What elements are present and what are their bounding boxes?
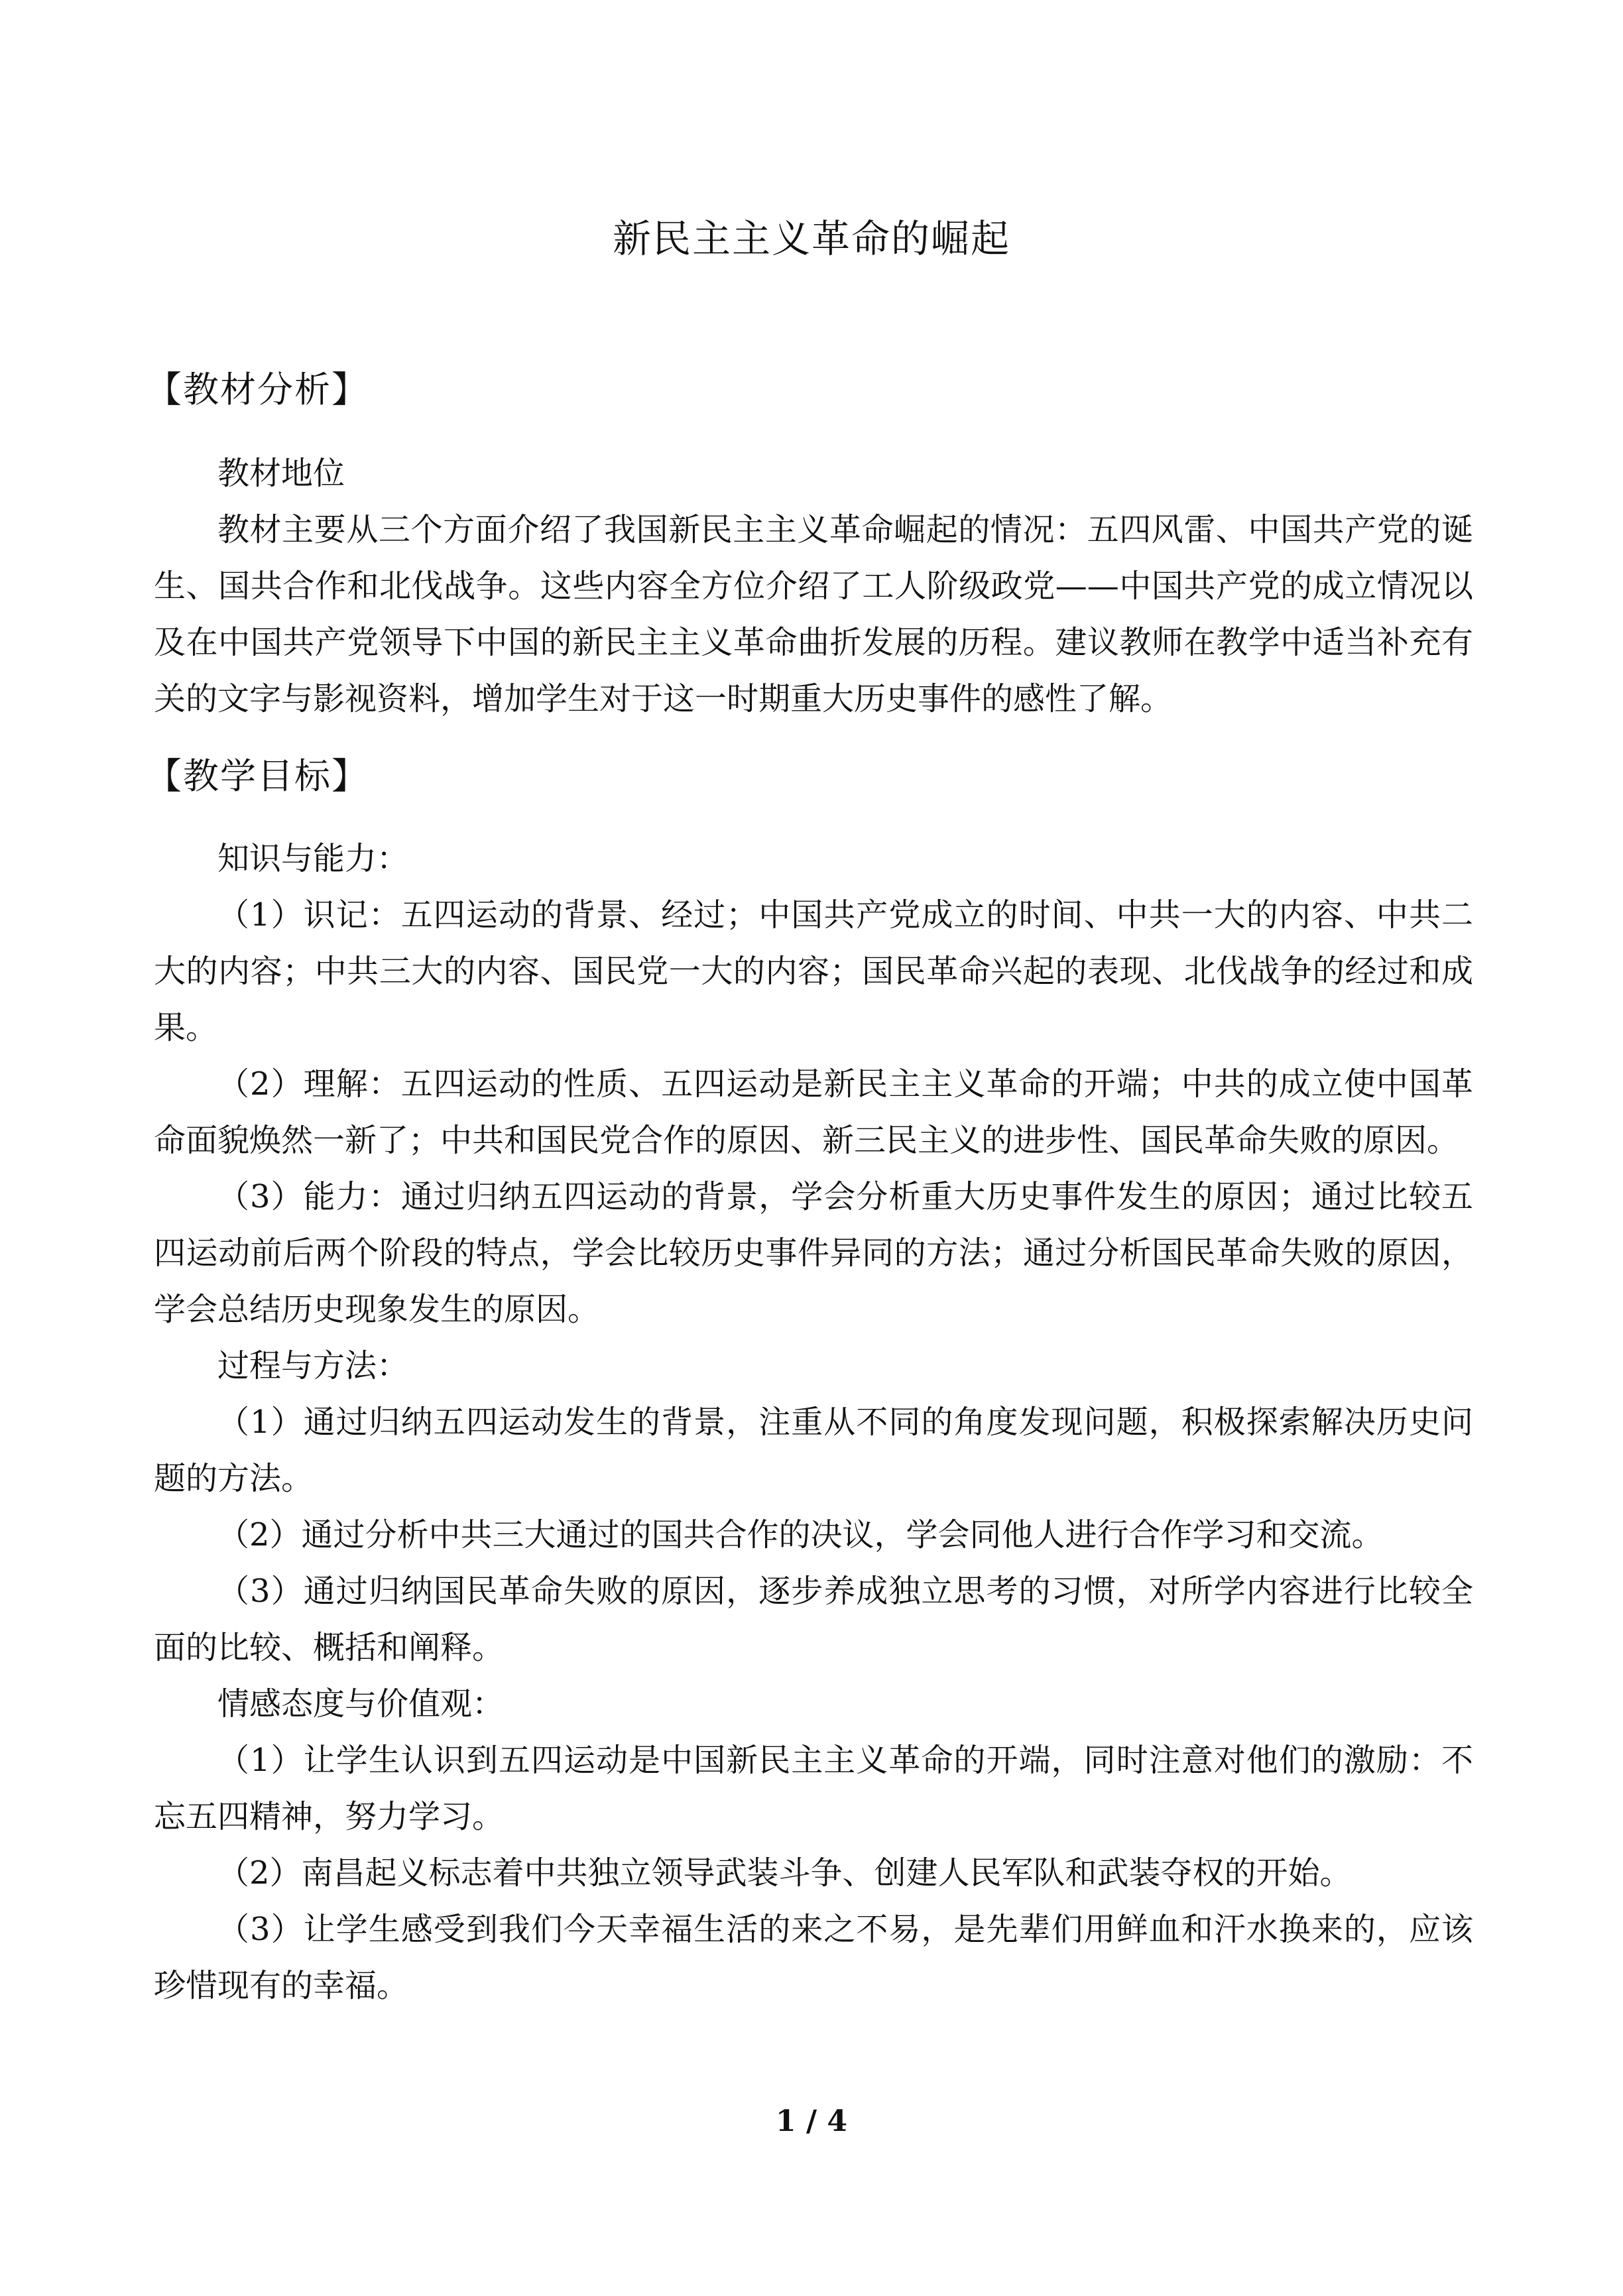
goal-item: （3）通过归纳国民革命失败的原因，逐步养成独立思考的习惯，对所学内容进行比较全面的比较、概括和阐释。 — [154, 1573, 1473, 1666]
group-label-knowledge: 知识与能力： — [217, 840, 409, 877]
goal-item: （2）理解：五四运动的性质、五四运动是新民主主义革命的开端；中共的成立使中国革命面貌焕然一新了；中共和国民党合作的原因、新三民主义的进步性、国民革命失败的原因。 — [154, 1065, 1473, 1159]
section-heading-textbook-analysis: 【教材分析】 — [146, 369, 369, 410]
goal-item: （2）南昌起义标志着中共独立领导武装斗争、创建人民军队和武装夺权的开始。 — [217, 1854, 1352, 1892]
goal-item: （3）让学生感受到我们今天幸福生活的来之不易，是先辈们用鲜血和汗水换来的，应该珍惜现有的幸福。 — [154, 1911, 1473, 2004]
goal-item: （3）能力：通过归纳五四运动的背景，学会分析重大历史事件发生的原因；通过比较五四运动前后两个阶段的特点，学会比较历史事件异同的方法；通过分析国民革命失败的原因，学会总结历史现象发生的原因。 — [154, 1178, 1473, 1328]
goal-item: （1）识记：五四运动的背景、经过；中国共产党成立的时间、中共一大的内容、中共二大的内容；中共三大的内容、国民党一大的内容；国民革命兴起的表现、北伐战争的经过和成果。 — [154, 896, 1473, 1046]
page-title: 新民主主义革命的崛起 — [612, 216, 1010, 261]
teaching-goals-body — [154, 831, 1473, 2014]
paragraph-textbook-analysis: 教材主要从三个方面介绍了我国新民主主义革命崛起的情况：五四风雷、中国共产党的诞生、国共合作和北伐战争。这些内容全方位介绍了工人阶级政党——中国共产党的成立情况以及在中国共产党领导下中国的新民主主义革命曲折发展的历程。建议教师在教学中适当补充有关的文字与影视资料，增加学生对于这一时期重大历史事件的感性了解。 — [154, 511, 1473, 717]
group-label-values: 情感态度与价值观： — [217, 1685, 505, 1722]
goal-item: （1）让学生认识到五四运动是中国新民主主义革命的开端，同时注意对他们的激励：不忘五四精神，努力学习。 — [154, 1742, 1473, 1835]
subheading-textbook-position: 教材地位 — [217, 455, 345, 492]
goal-item: （2）通过分析中共三大通过的国共合作的决议，学会同他人进行合作学习和交流。 — [217, 1516, 1384, 1553]
goal-item: （1）通过归纳五四运动发生的背景，注重从不同的角度发现问题，积极探索解决历史问题的方法。 — [154, 1404, 1473, 1497]
section-heading-teaching-goals: 【教学目标】 — [146, 755, 369, 797]
group-label-process: 过程与方法： — [217, 1347, 409, 1384]
page-number: 1 / 4 — [776, 2104, 847, 2138]
